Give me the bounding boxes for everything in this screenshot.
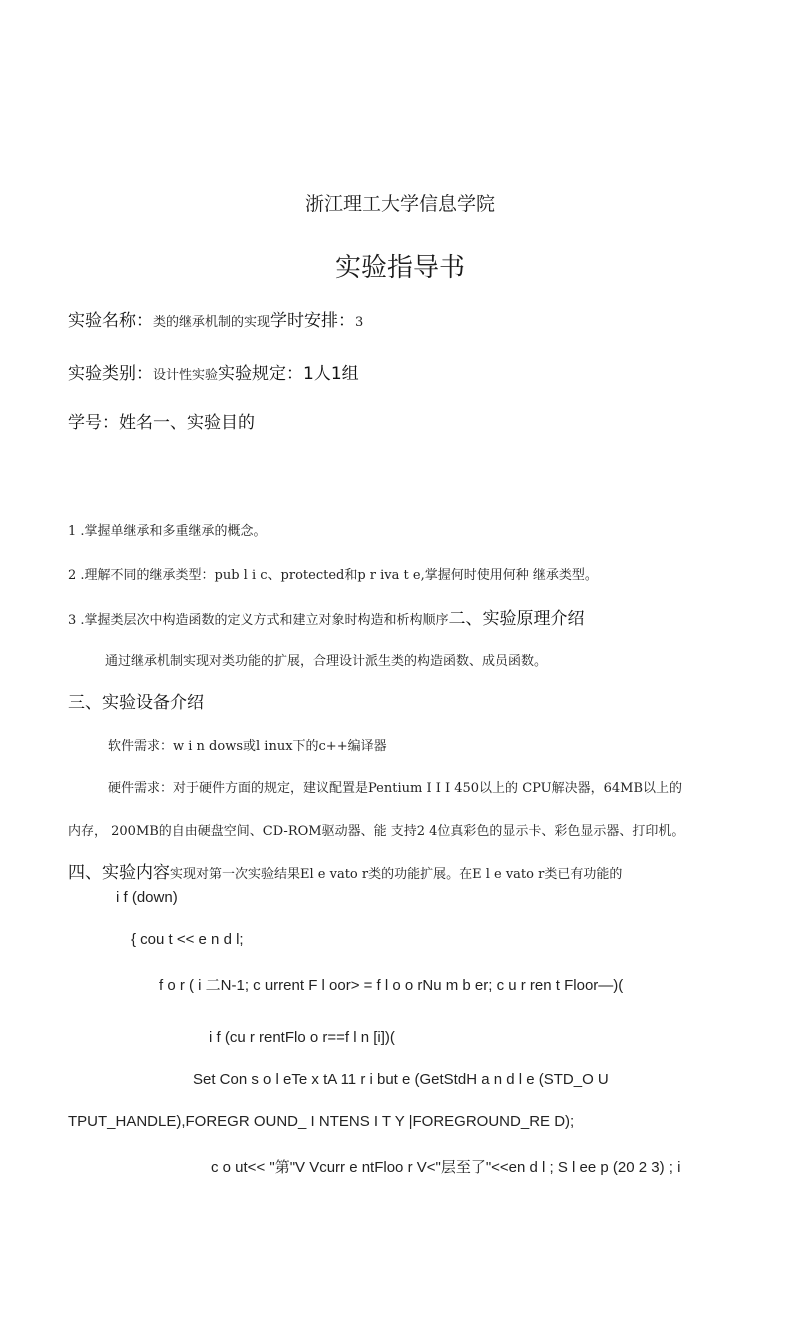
objective-item: 3 .掌握类层次中构造函数的定义方式和建立对象时构造和析构顺序 — [68, 613, 449, 628]
objective-item: 1 .掌握单继承和多重继承的概念。 — [68, 524, 267, 539]
section-heading: 四、实验内容 — [68, 863, 170, 883]
hardware-requirement: 硬件需求：对于硬件方面的规定，建议配置是Pentium I I I 450以上的 CPU解决器，64MB以上的 — [108, 781, 683, 796]
section-heading: 三、实验设备介绍 — [68, 693, 204, 713]
principle-text: 通过继承机制实现对类功能的扩展，合理设计派生类的构造函数、成员函数。 — [105, 654, 548, 669]
section-heading: 二、实验原理介绍 — [448, 609, 585, 629]
section4-intro: 实现对第一次实验结果El e vato r类的功能扩展。在E l e vato r类已有功能的 — [170, 867, 623, 882]
meta-row-name — [68, 311, 363, 331]
experiment-name-value: 类的继承机制的实现 — [153, 315, 271, 330]
objective-item: 2 .理解不同的继承类型：pub l i c、protected和p r iva t e,掌握何时使用何种 继承类型。 — [68, 568, 598, 583]
software-requirement: 软件需求：w i n dows或l inux下的c++编译器 — [108, 739, 387, 754]
hours-value: 3 — [355, 315, 364, 330]
rule-value: 1人1组 — [303, 364, 359, 384]
rule-label: 实验规定： — [218, 364, 304, 384]
experiment-name-label: 实验名称： — [68, 311, 153, 331]
hours-label: 学时安排： — [270, 311, 356, 331]
code-line: Set Con s o l eTe x tA 11 r i but e (GetStdH a n d l e (STD_O U — [193, 1071, 609, 1088]
experiment-type-label: 实验类别： — [68, 364, 153, 384]
code-line: f o r ( i 二N-1; c urrent F l oor> = f l o o rNu m b er; c u r ren t Floor—)( — [159, 977, 624, 994]
meta-row-type — [68, 364, 359, 384]
code-line: { cou t << e n d l; — [131, 931, 244, 948]
hardware-requirement-cont: 内存， 200MB的自由硬盘空间、CD-ROM驱动器、能 支持2 4位真彩色的显示卡、彩色显示器、打印机。 — [68, 824, 685, 839]
experiment-type-value: 设计性实验 — [153, 368, 219, 383]
institution-title: 浙江理工大学信息学院 — [304, 193, 495, 215]
objective-item-with-heading — [68, 609, 585, 629]
document-title: 实验指导书 — [334, 253, 465, 283]
code-line: c o ut<< "第"V Vcurr e ntFloo r V<"层至了"<<en d l ; S l ee p (20 2 3) ; i — [211, 1159, 681, 1176]
code-line: i f (down) — [116, 889, 178, 906]
code-line: i f (cu r rentFlo o r==f l n [i])( — [209, 1029, 395, 1046]
section4-line — [68, 863, 622, 883]
student-id-line: 学号：姓名一、实验目的 — [68, 413, 255, 433]
code-line: TPUT_HANDLE),FOREGR OUND_ I NTENS I T Y |FOREGROUND_RE D); — [68, 1113, 575, 1130]
